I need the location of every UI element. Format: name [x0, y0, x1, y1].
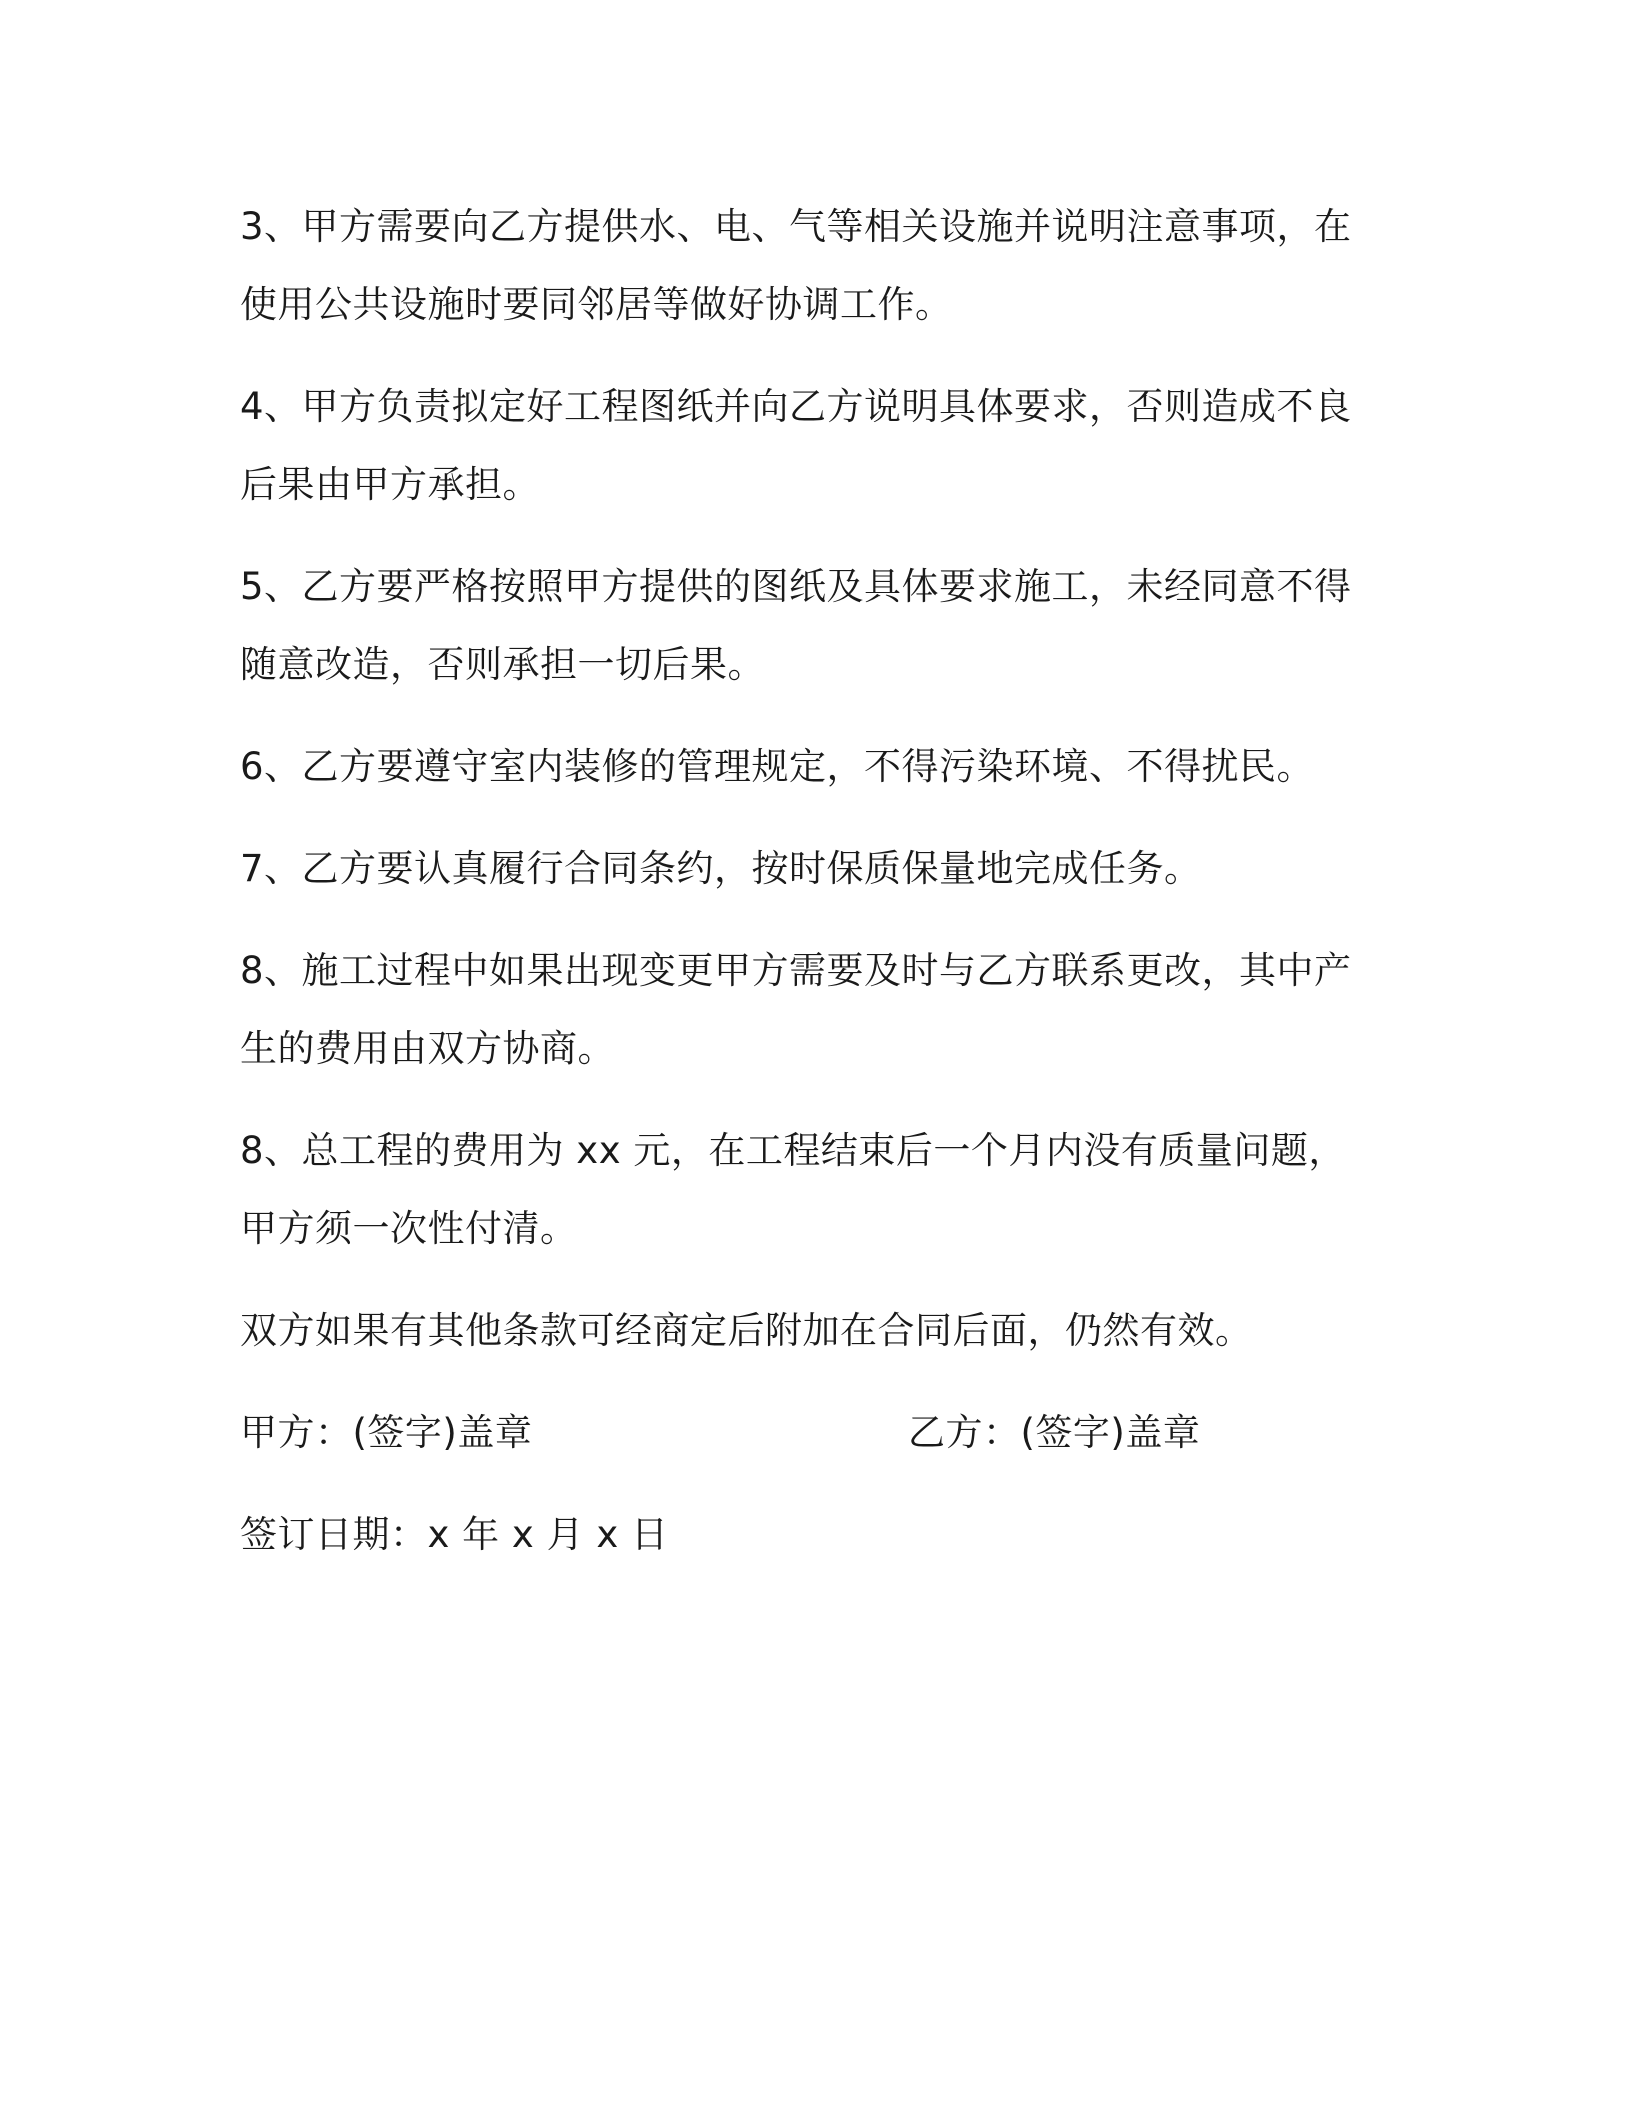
clause-6: 6、乙方要遵守室内装修的管理规定，不得污染环境、不得扰民。: [240, 745, 1315, 788]
sign-date: 签订日期：x 年 x 月 x 日: [240, 1513, 669, 1556]
clause-8-changes: 8、施工过程中如果出现变更甲方需要及时与乙方联系更改，其中产生的费用由双方协商。: [240, 949, 1352, 1070]
clause-5: 5、乙方要严格按照甲方提供的图纸及具体要求施工，未经同意不得随意改造，否则承担一切后果。: [240, 565, 1352, 686]
party-a-signature: 甲方：(签字)盖章: [240, 1411, 533, 1454]
clause-7: 7、乙方要认真履行合同条约，按时保质保量地完成任务。: [240, 847, 1202, 890]
signature-row: [240, 1394, 1380, 1472]
contract-body: [240, 188, 1380, 1574]
clause-4: 4、甲方负责拟定好工程图纸并向乙方说明具体要求，否则造成不良后果由甲方承担。: [240, 385, 1352, 506]
party-b-signature: 乙方：(签字)盖章: [908, 1411, 1201, 1454]
clause-8-payment: 8、总工程的费用为 xx 元，在工程结束后一个月内没有质量问题，甲方须一次性付清。: [240, 1129, 1346, 1250]
closing-note: 双方如果有其他条款可经商定后附加在合同后面，仍然有效。: [240, 1309, 1253, 1352]
clause-3: 3、甲方需要向乙方提供水、电、气等相关设施并说明注意事项，在使用公共设施时要同邻居等做好协调工作。: [240, 205, 1352, 326]
